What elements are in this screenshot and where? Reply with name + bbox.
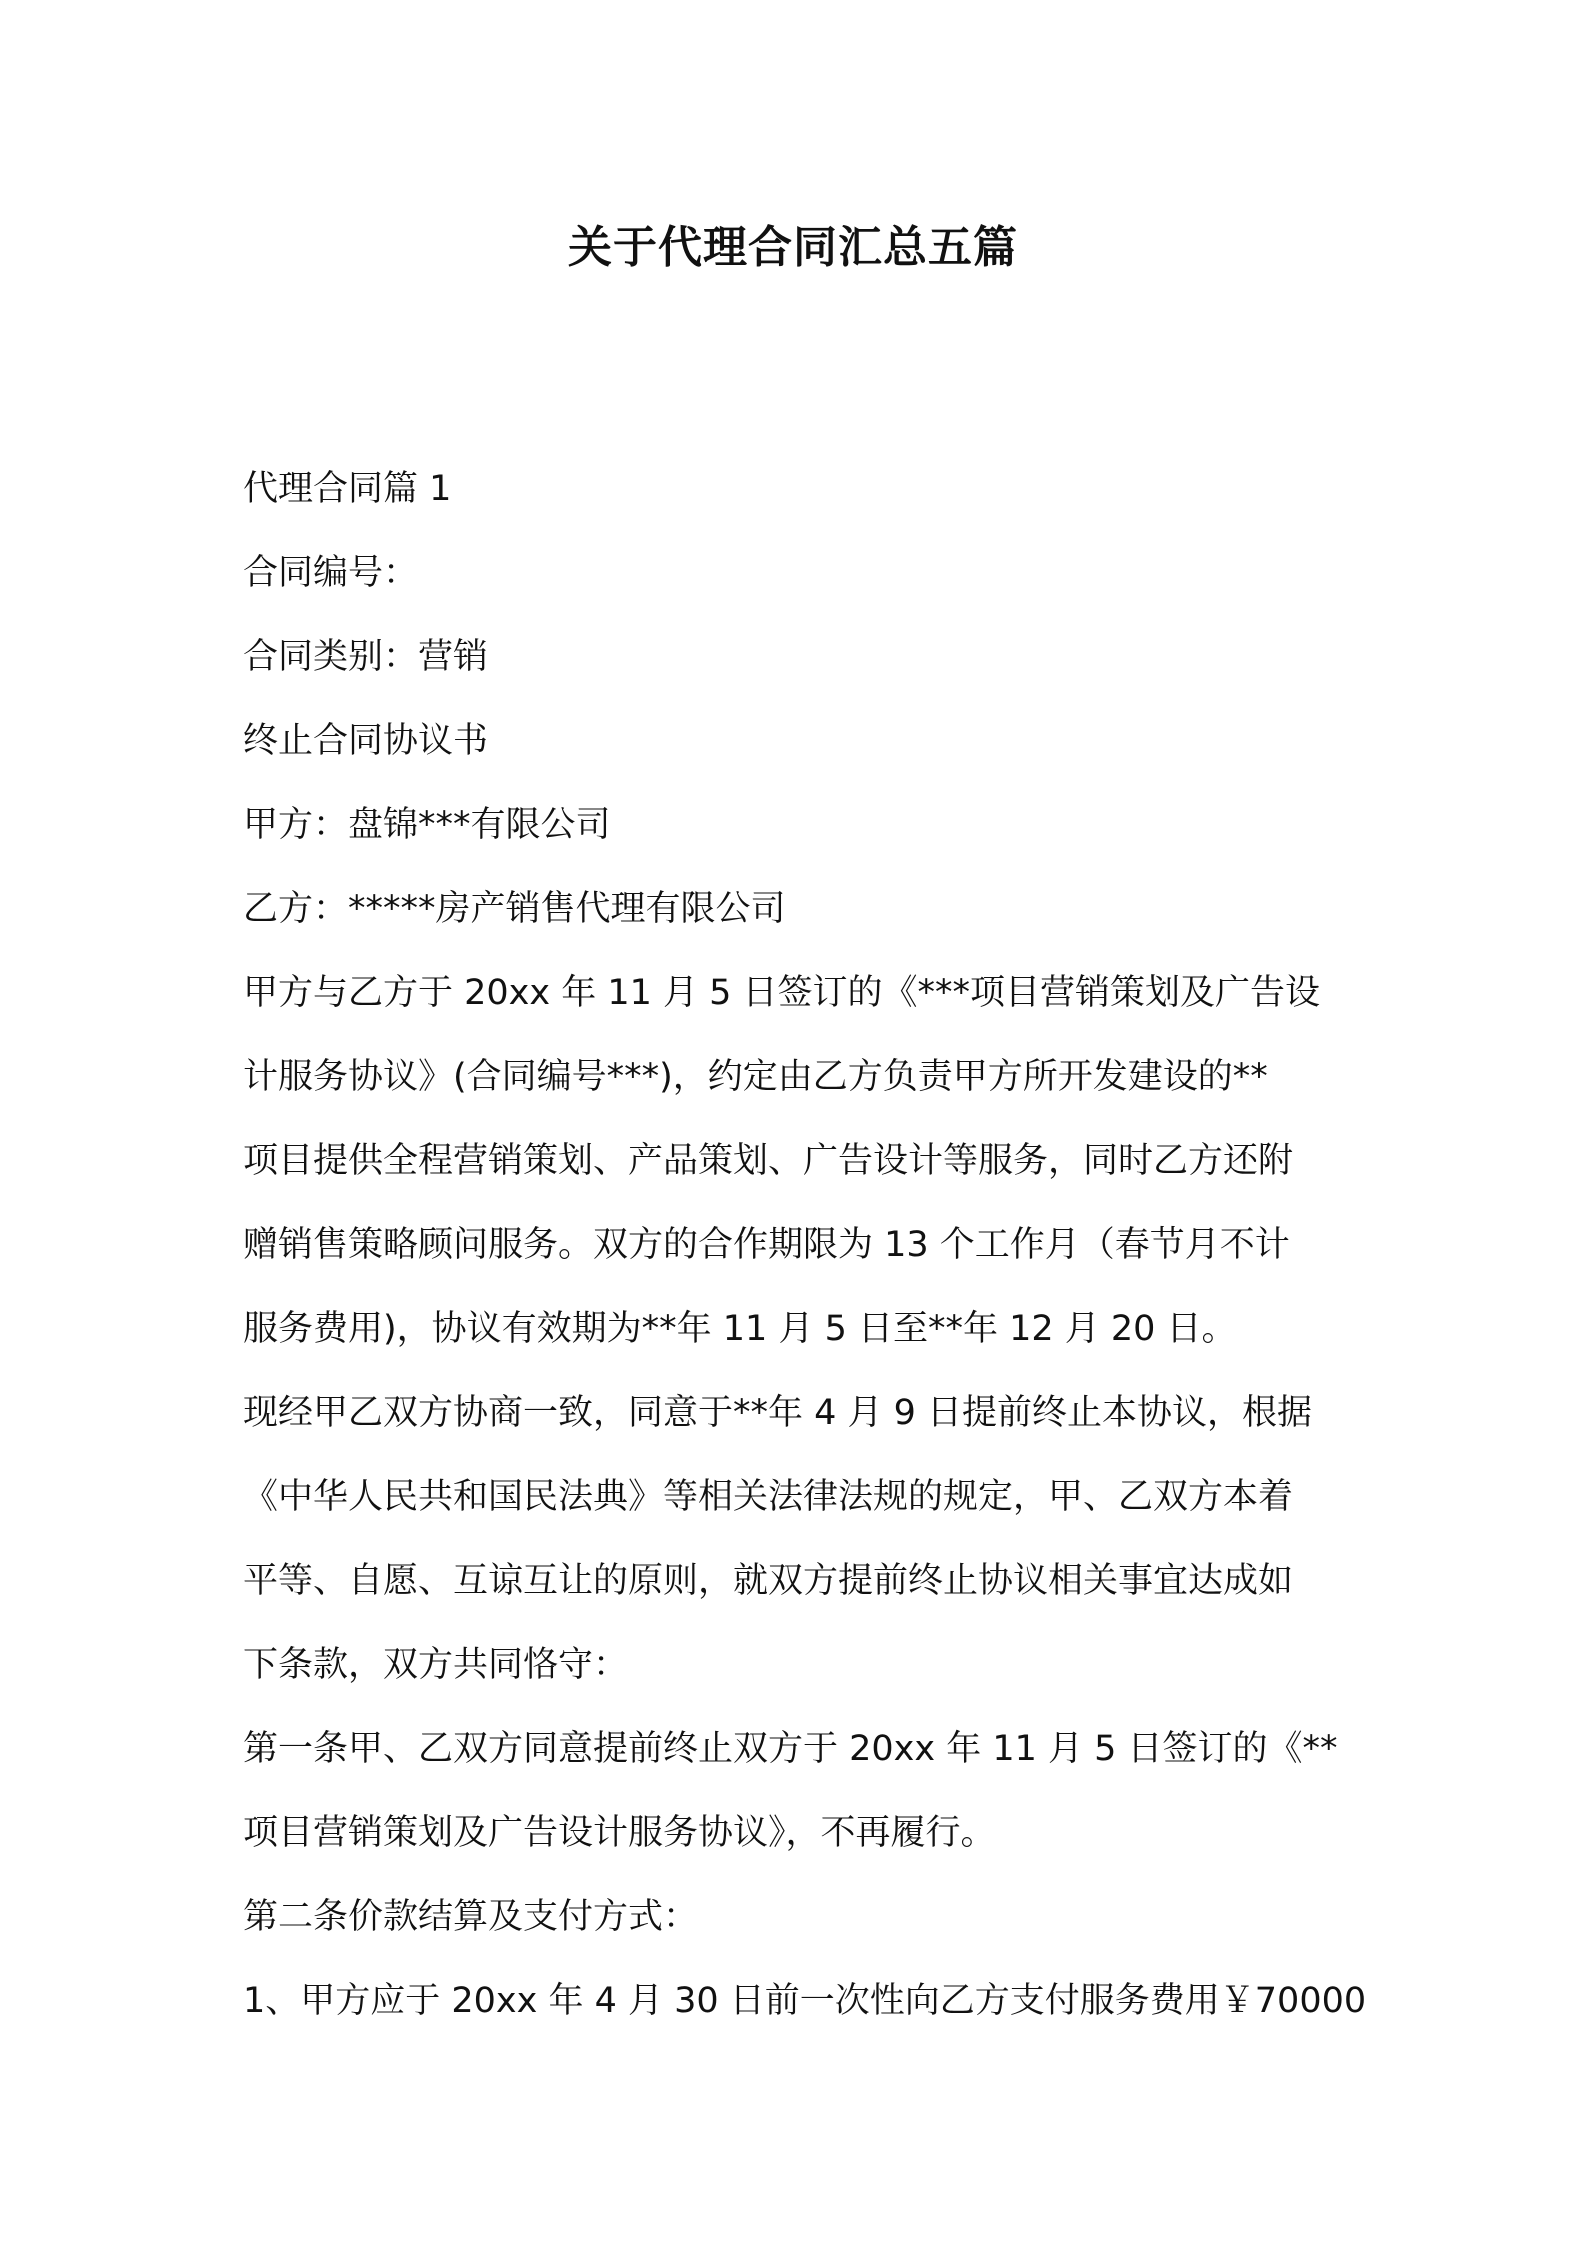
paragraph-line: 服务费用)，协议有效期为**年 11 月 5 日至**年 12 月 20 日。: [243, 1309, 1237, 1349]
paragraph-line: 现经甲乙双方协商一致，同意于**年 4 月 9 日提前终止本协议，根据: [243, 1393, 1313, 1433]
document-title: 关于代理合同汇总五篇: [568, 222, 1018, 273]
agreement-title-line: 终止合同协议书: [243, 721, 489, 761]
paragraph-line: 计服务协议》(合同编号***)，约定由乙方负责甲方所开发建设的**: [243, 1057, 1268, 1097]
paragraph-line: 赠销售策略顾问服务。双方的合作期限为 13 个工作月（春节月不计: [243, 1225, 1290, 1265]
clause-line: 1、甲方应于 20xx 年 4 月 30 日前一次性向乙方支付服务费用￥70000: [243, 1981, 1367, 2021]
paragraph-line: 下条款，双方共同恪守：: [243, 1645, 629, 1685]
article-two-line: 第二条价款结算及支付方式：: [243, 1897, 699, 1937]
paragraph-line: 平等、自愿、互谅互让的原则，就双方提前终止协议相关事宜达成如: [243, 1561, 1294, 1601]
contract-number-line: 合同编号：: [243, 553, 419, 593]
party-b-line: 乙方：*****房产销售代理有限公司: [243, 889, 786, 929]
article-one-line: 第一条甲、乙双方同意提前终止双方于 20xx 年 11 月 5 日签订的《**: [243, 1729, 1338, 1769]
section-heading: 代理合同篇 1: [243, 469, 452, 509]
paragraph-line: 项目营销策划及广告设计服务协议》，不再履行。: [243, 1813, 996, 1853]
paragraph-line: 《中华人民共和国民法典》等相关法律法规的规定，甲、乙双方本着: [243, 1477, 1294, 1517]
paragraph-line: 项目提供全程营销策划、产品策划、广告设计等服务，同时乙方还附: [243, 1141, 1294, 1181]
document-body: [243, 447, 1368, 2043]
party-a-line: 甲方：盘锦***有限公司: [243, 805, 611, 845]
paragraph-line: 甲方与乙方于 20xx 年 11 月 5 日签订的《***项目营销策划及广告设: [243, 973, 1321, 1013]
contract-category-line: 合同类别：营销: [243, 637, 489, 677]
